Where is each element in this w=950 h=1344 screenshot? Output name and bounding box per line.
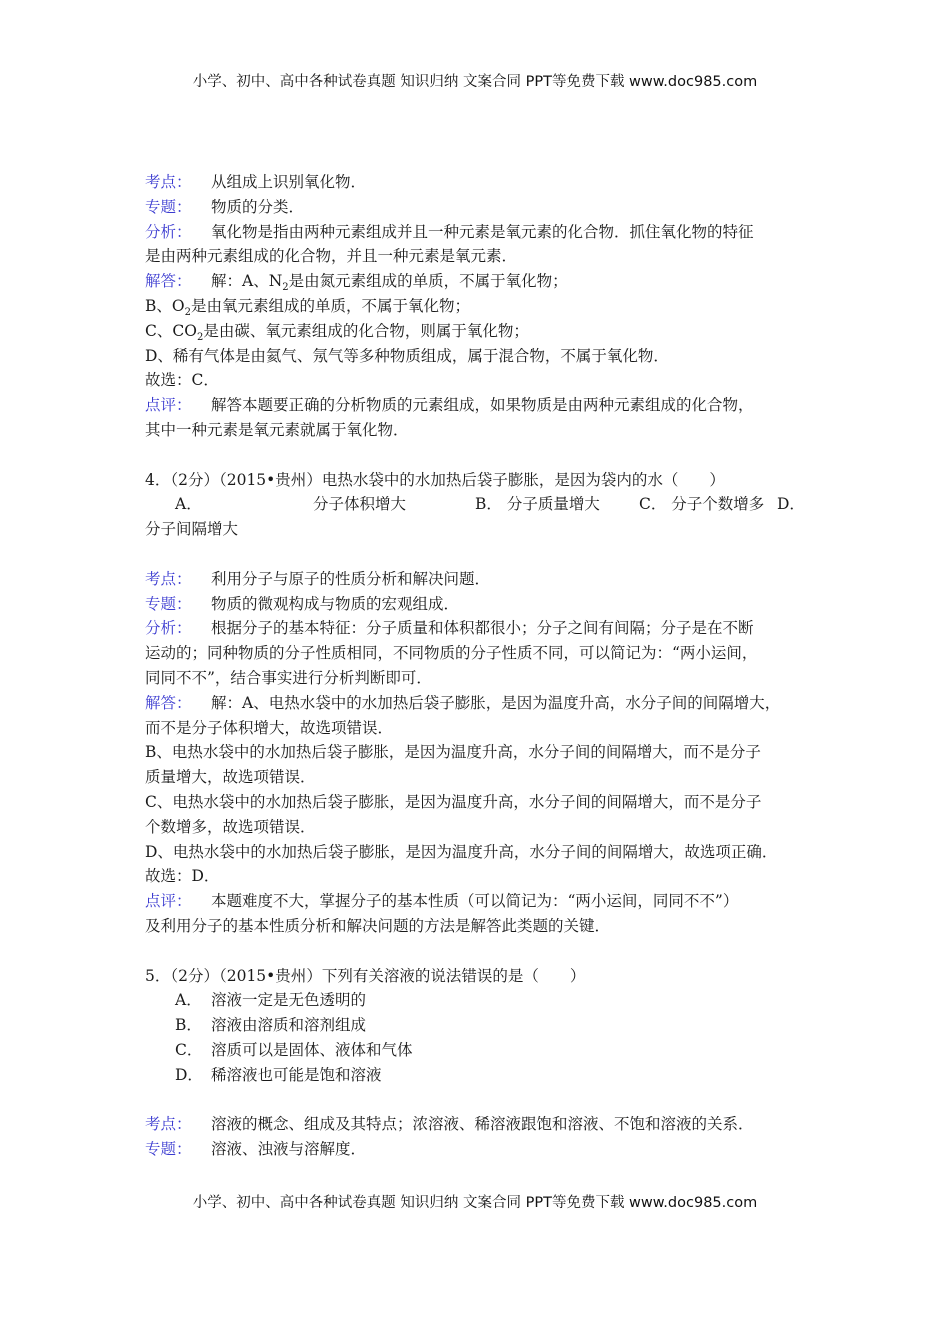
q3-jieda: 解答： 解：A、$N_2$是由氮元素组成的单质，不属于氧化物； — [145, 269, 815, 294]
jieda-label: 解答： — [145, 272, 192, 291]
zhuanti-label: 专题： — [145, 197, 192, 216]
q5-zhuanti: 专题： 溶液、浊液与溶解度． — [145, 1137, 815, 1162]
q3-fenxi-cont: 是由两种元素组成的化合物，并且一种元素是氧元素． — [145, 247, 518, 266]
q4-jieda-cont: 而不是分子体积增大，故选项错误． — [145, 718, 394, 737]
q3-dianping-cont: 其中一种元素是氧元素就属于氧化物． — [145, 420, 409, 439]
q4-dianping-cont: 及利用分子的基本性质分析和解决问题的方法是解答此类题的关键． — [145, 916, 611, 935]
dianping-label: 点评： — [145, 892, 192, 911]
q4-option-b: B． 分子质量增大 — [475, 495, 600, 514]
q5-option-c: C． 溶质可以是固体、液体和气体 — [175, 1040, 413, 1059]
q4-fenxi-cont: 运动的；同种物质的分子性质相同，不同物质的分子性质不同，可以简记为：“两小运间， — [145, 644, 758, 663]
q3-fenxi: 分析： 氧化物是指由两种元素组成并且一种元素是氧元素的化合物．抓住氧化物的特征 — [145, 220, 815, 245]
q4-jieda-cont: D、电热水袋中的水加热后袋子膨胀，是因为温度升高，水分子间的间隔增大，故选项正确． — [145, 842, 778, 861]
q4-jieda-cont: 质量增大，故选项错误． — [145, 768, 316, 787]
q4-jieda-cont: 个数增多，故选项错误． — [145, 817, 316, 836]
fenxi-label: 分析： — [145, 619, 192, 638]
q5-option-a: A． 溶液一定是无色透明的 — [175, 991, 367, 1010]
q4-fenxi-cont: 同同不不”，结合事实进行分析判断即可． — [145, 668, 432, 687]
q4-zhuanti: 专题： 物质的微观构成与物质的宏观组成． — [145, 592, 815, 617]
page-footer: 小学、初中、高中各种试卷真题 知识归纳 文案合同 PPT等免费下载 www.doc985.com — [192, 1195, 758, 1211]
q4-option-d: 分子间隔增大 — [145, 520, 239, 539]
kaodian-label: 考点： — [145, 569, 192, 588]
q3-option-b: B、$O_2$是由氧元素组成的单质，不属于氧化物； — [145, 296, 470, 319]
q3-answer: 故选：C． — [145, 371, 219, 390]
q4-answer: 故选：D． — [145, 867, 220, 886]
q5-option-d: D． 稀溶液也可能是饱和溶液 — [175, 1065, 382, 1084]
q4-jieda: 解答： 解：A、电热水袋中的水加热后袋子膨胀，是因为温度升高，水分子间的间隔增大， — [145, 691, 815, 716]
q4-jieda-cont: C、电热水袋中的水加热后袋子膨胀，是因为温度升高，水分子间的间隔增大，而不是分子 — [145, 792, 762, 811]
document-body — [145, 170, 815, 1162]
q3-option-c: C、$CO_2$是由碳、氧元素组成的化合物，则属于氧化物； — [145, 321, 529, 343]
q4-kaodian: 考点： 利用分子与原子的性质分析和解决问题． — [145, 567, 815, 592]
zhuanti-label: 专题： — [145, 594, 192, 613]
page-header: 小学、初中、高中各种试卷真题 知识归纳 文案合同 PPT等免费下载 www.doc985.com — [192, 74, 758, 90]
zhuanti-label: 专题： — [145, 1140, 192, 1159]
jieda-label: 解答： — [145, 693, 192, 712]
q3-dianping: 点评： 解答本题要正确的分析物质的元素组成，如果物质是由两种元素组成的化合物， — [145, 393, 815, 418]
q4-option-a: 分子体积增大 — [313, 495, 407, 514]
q3-option-d: D、稀有气体是由氦气、氖气等多种物质组成，属于混合物，不属于氧化物． — [145, 346, 669, 365]
q4-option-d-letter: D． — [777, 495, 805, 514]
fenxi-label: 分析： — [145, 222, 192, 241]
kaodian-label: 考点： — [145, 173, 192, 191]
q4-options — [145, 492, 815, 517]
q4-option-a-letter: A． — [175, 495, 202, 514]
dianping-label: 点评： — [145, 396, 192, 415]
q3-kaodian: 考点： 从组成上识别氧化物． — [145, 170, 815, 195]
q4-jieda-cont: B、电热水袋中的水加热后袋子膨胀，是因为温度升高，水分子间的间隔增大，而不是分子 — [145, 743, 761, 762]
q4-dianping: 点评： 本题难度不大，掌握分子的基本性质（可以简记为：“两小运间，同同不不”） — [145, 889, 815, 914]
kaodian-label: 考点： — [145, 1115, 192, 1134]
q5-option-b: B． 溶液由溶质和溶剂组成 — [175, 1016, 367, 1035]
q4-title: 4．（2分）（2015•贵州）电热水袋中的水加热后袋子膨胀，是因为袋内的水（ ） — [145, 470, 725, 489]
q4-option-c: C． 分子个数增多 — [639, 495, 765, 514]
q5-kaodian: 考点： 溶液的概念、组成及其特点；浓溶液、稀溶液跟饱和溶液、不饱和溶液的关系． — [145, 1112, 815, 1137]
q5-title: 5．（2分）（2015•贵州）下列有关溶液的说法错误的是（ ） — [145, 966, 586, 985]
q3-zhuanti: 专题： 物质的分类． — [145, 195, 815, 220]
q4-fenxi: 分析： 根据分子的基本特征：分子质量和体积都很小；分子之间有间隔；分子是在不断 — [145, 616, 815, 641]
